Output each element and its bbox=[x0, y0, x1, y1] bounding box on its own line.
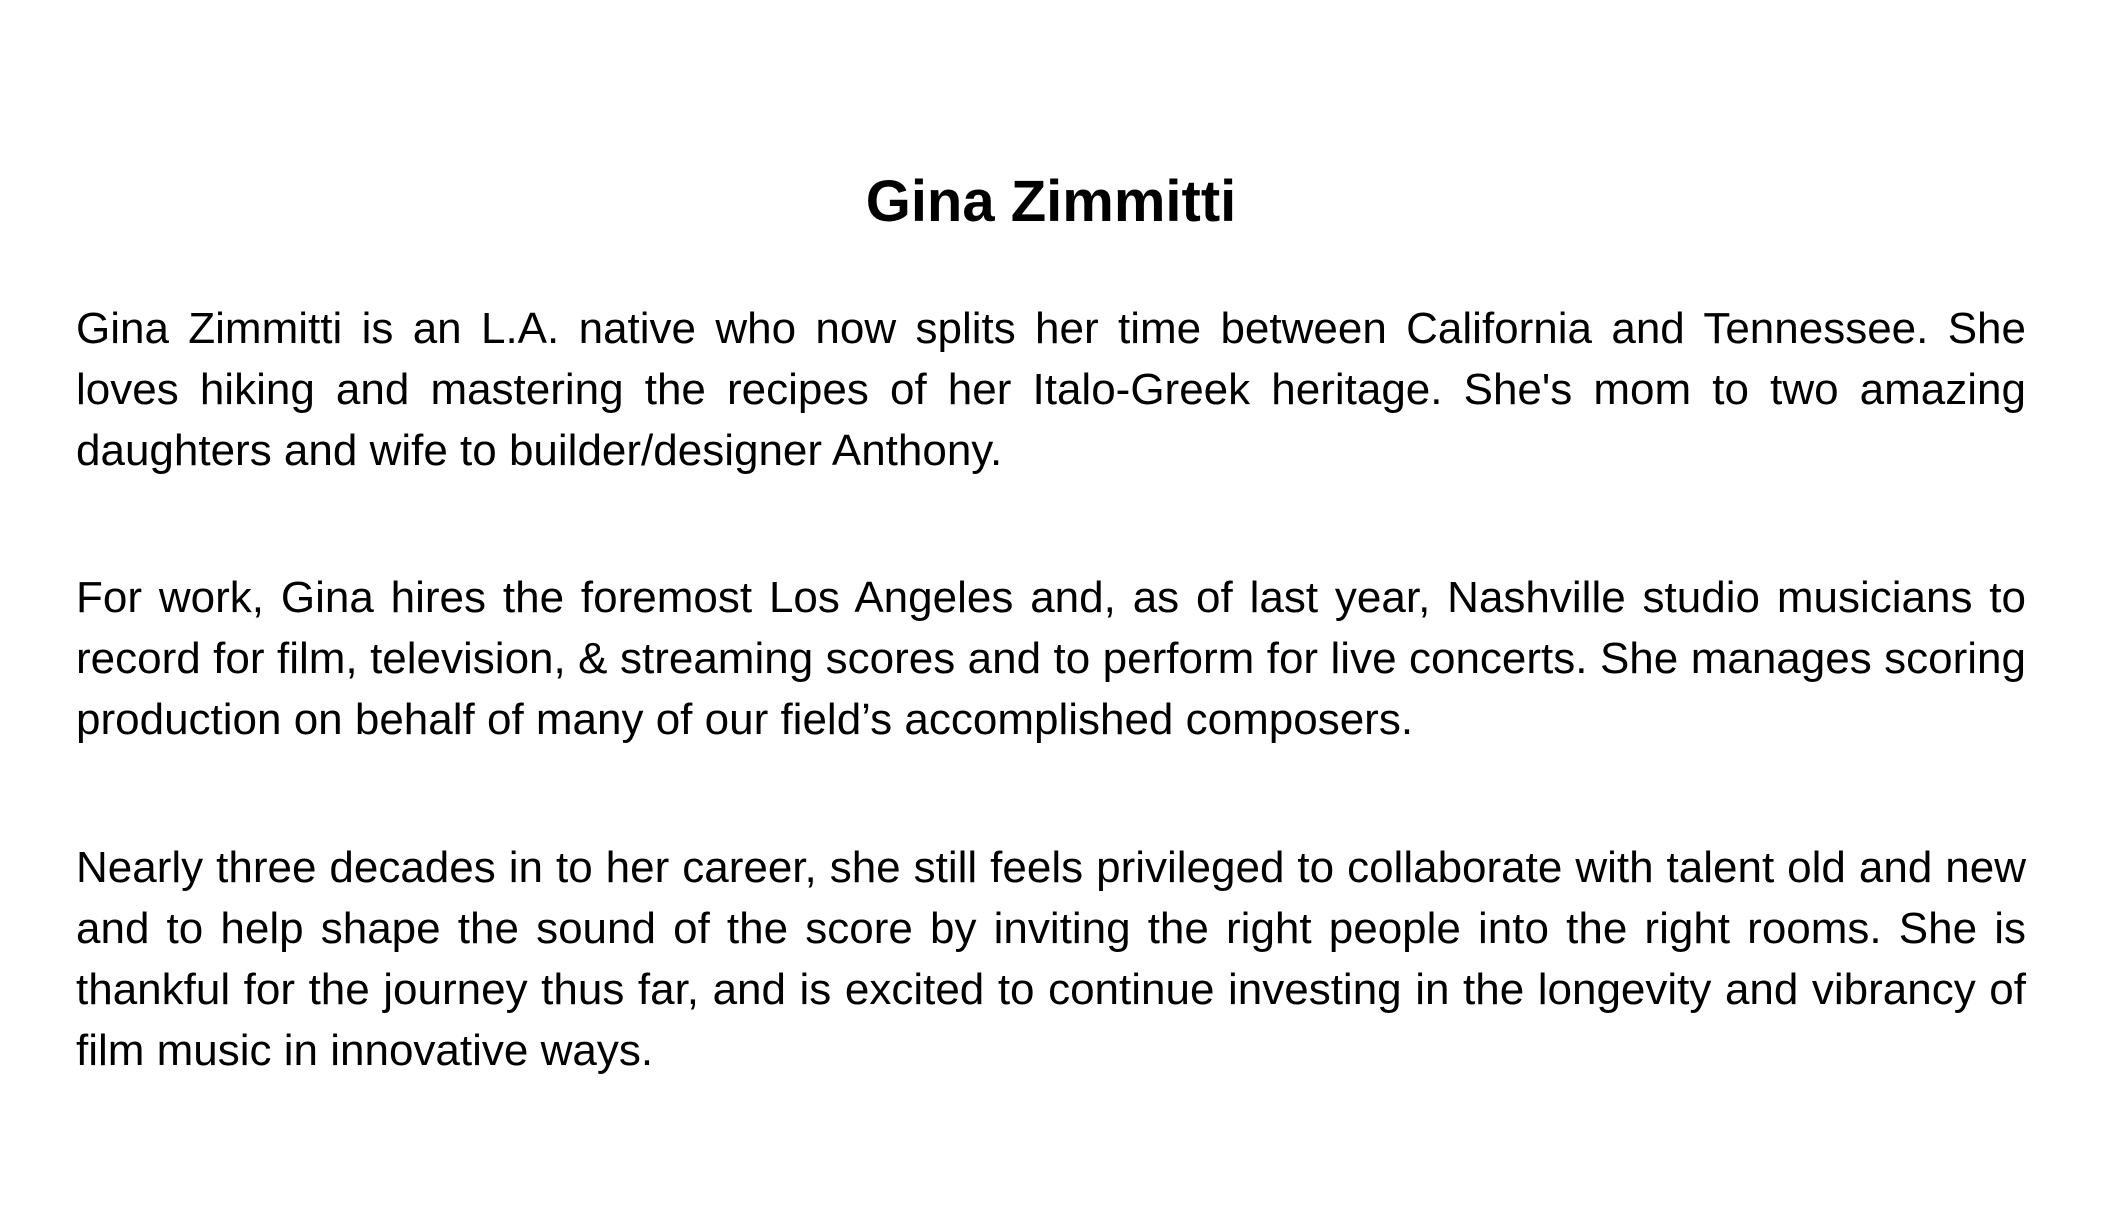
bio-paragraph-work: For work, Gina hires the foremost Los Angeles and, as of last year, Nashville studio musicians to record for film, television, & streaming scores and to perform for live concerts. She manages scoring production on behalf of many of our field’s accomplished composers. bbox=[76, 573, 2026, 744]
document-page bbox=[76, 0, 2026, 1215]
bio-paragraph-personal: Gina Zimmitti is an L.A. native who now splits her time between California and Tennessee. She loves hiking and mastering the recipes of her Italo-Greek heritage. She's mom to two amazing daughters and wife to builder/designer Anthony. bbox=[76, 304, 2026, 475]
page-title: Gina Zimmitti bbox=[865, 169, 1237, 234]
bio-paragraph-career: Nearly three decades in to her career, she still feels privileged to collaborate with talent old and new and to help shape the sound of the score by inviting the right people into the right rooms. She is thankful for the journey thus far, and is excited to continue investing in the longevity and vibrancy of film music in innovative ways. bbox=[76, 843, 2026, 1075]
